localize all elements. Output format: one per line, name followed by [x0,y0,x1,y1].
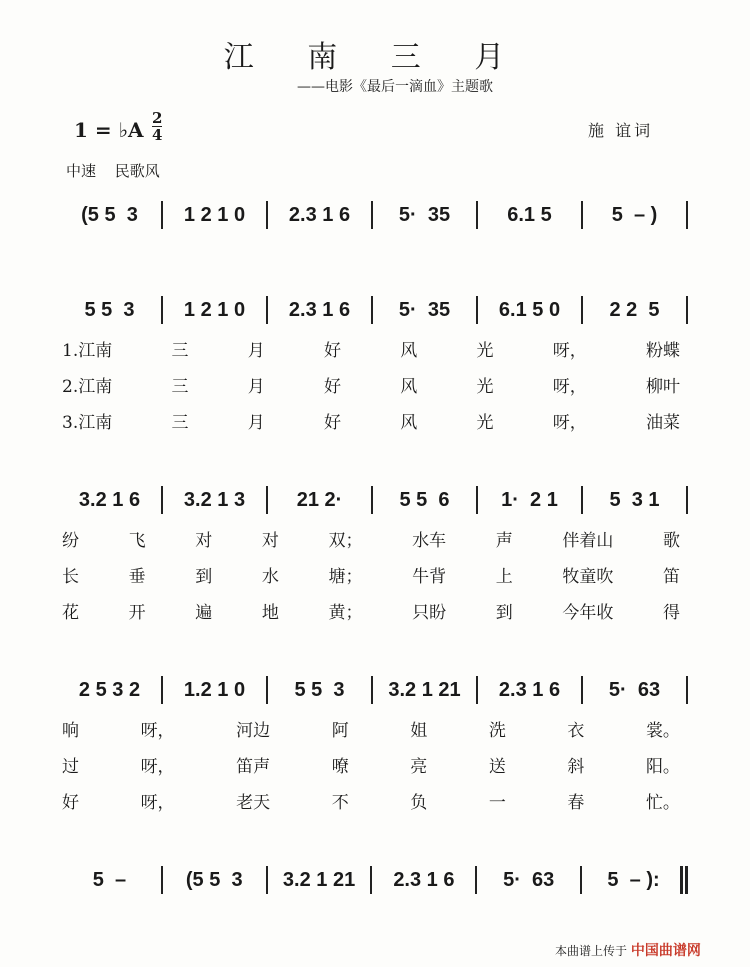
measure: 3.2 1 21 [282,868,356,891]
barline [686,676,688,704]
measure: 6.1 5 0 [498,298,561,321]
lyric-syllable: 上 [495,566,513,587]
lyric-syllable: 呀， [552,340,587,361]
lyric-syllable: 水 [261,566,279,587]
song-subtitle: ——电影《最后一滴血》主题歌 [297,79,493,95]
lyric-syllable: 风 [400,340,418,361]
measure: 1 2 1 0 [183,298,246,321]
lyric-line [58,520,688,556]
measure: 5 3 1 [609,488,660,511]
score-system [58,860,688,900]
lyric-syllable: 一 [488,792,506,813]
lyric-line [58,782,688,818]
lyric-syllable: 飞 [128,530,146,551]
measure: 5 – ): [607,868,660,891]
score-system [58,670,688,818]
lyric-syllable: 到 [495,602,513,623]
lyric-syllable: 三 [171,340,189,361]
lyricist: 施 谊词 [588,121,654,140]
lyric-line [58,710,688,746]
lyric-syllable: 牧童吹 [562,566,614,587]
measure: 6.1 5 [507,203,552,226]
lyric-syllable: 斜 [567,756,585,777]
lyric-syllable: 春 [567,792,585,813]
lyric-syllable: 裳。 [645,720,680,741]
lyric-syllable: 衣 [567,720,585,741]
score-system [58,480,688,628]
measure: (5 5 3 [81,203,138,226]
measure: 5 5 6 [399,488,450,511]
barline [686,201,688,229]
lyric-syllable: 好 [62,792,79,813]
lyric-syllable: 开 [128,602,146,623]
lyric-syllable: 声 [495,530,513,551]
measure: 1· 2 1 [501,488,558,511]
lyric-syllable: 不 [331,792,349,813]
measure: 2 2 5 [609,298,660,321]
lyric-line [58,746,688,782]
lyric-syllable: 2.江南 [62,376,113,397]
tempo-marking: 中速 民歌风 [66,162,160,180]
lyric-syllable: 得 [663,602,680,623]
lyric-syllable: 嘹 [331,756,349,777]
measure: 1.2 1 0 [183,678,246,701]
lyric-syllable: 笛 [663,566,680,587]
key-signature: 1 = ♭A [74,118,144,142]
notes-line [58,670,688,710]
time-top: 2 [152,109,163,127]
lyric-syllable: 粉蝶 [645,340,680,361]
lyric-syllable: 油菜 [645,412,680,433]
lyric-syllable: 遍 [195,602,213,623]
notes-line [58,195,688,235]
lyric-syllable: 好 [323,340,341,361]
lyric-line [58,592,688,628]
lyric-syllable: 对 [195,530,213,551]
lyric-syllable: 长 [62,566,79,587]
lyric-line [58,556,688,592]
lyric-syllable: 过 [62,756,79,777]
barline [685,866,688,894]
measure: 5· 63 [503,868,555,891]
lyric-line [58,366,688,402]
lyric-syllable: 光 [476,340,494,361]
lyric-syllable: 月 [247,376,265,397]
measure: 2 5 3 2 [78,678,141,701]
measure: 3.2 1 6 [78,488,141,511]
measure: 21 2· [296,488,343,511]
lyric-syllable: 水车 [412,530,447,551]
lyric-syllable: 风 [400,412,418,433]
lyric-syllable: 忙。 [645,792,680,813]
measure: 5 – [92,868,127,891]
lyric-syllable: 呀， [140,792,175,813]
lyric-syllable: 只盼 [412,602,447,623]
score-system [58,290,688,438]
lyric-syllable: 塘； [328,566,363,587]
score-system [58,195,688,235]
lyric-line [58,402,688,438]
measure: 2.3 1 6 [288,203,351,226]
lyric-syllable: 三 [171,412,189,433]
footer-text: 本曲谱上传于 [555,944,628,958]
measure: 5· 63 [608,678,661,701]
lyric-syllable: 双； [328,530,363,551]
lyric-syllable: 好 [323,376,341,397]
notes-line [58,290,688,330]
lyric-syllable: 呀， [552,412,587,433]
lyric-syllable: 亮 [410,756,428,777]
lyric-syllable: 牛背 [412,566,447,587]
lyric-syllable: 呀， [140,720,175,741]
measure: 2.3 1 6 [288,298,351,321]
lyric-syllable: 阿 [331,720,349,741]
lyric-syllable: 负 [410,792,428,813]
lyric-syllable: 笛声 [236,756,271,777]
lyric-syllable: 呀， [140,756,175,777]
lyric-syllable: 歌 [663,530,680,551]
lyric-line [58,330,688,366]
lyric-syllable: 1.江南 [62,340,113,361]
lyric-syllable: 姐 [410,720,428,741]
lyric-syllable: 花 [62,602,79,623]
notes-line [58,480,688,520]
lyric-syllable: 柳叶 [645,376,680,397]
lyric-syllable: 黄； [328,602,363,623]
lyric-syllable: 垂 [128,566,146,587]
measure: 3.2 1 3 [183,488,246,511]
lyric-syllable: 好 [323,412,341,433]
measure: 2.3 1 6 [393,868,455,891]
lyric-syllable: 纷 [62,530,79,551]
lyric-syllable: 河边 [236,720,271,741]
measure: (5 5 3 [185,868,243,891]
lyric-syllable: 阳。 [645,756,680,777]
site-logo: 中国曲谱网 [630,943,701,959]
lyric-syllable: 月 [247,340,265,361]
lyric-syllable: 老天 [236,792,271,813]
barline [686,296,688,324]
song-title: 江 南 三 月 [223,40,527,75]
lyric-syllable: 地 [261,602,279,623]
lyric-syllable: 送 [488,756,506,777]
lyric-syllable: 光 [476,412,494,433]
barline [686,486,688,514]
lyric-syllable: 3.江南 [62,412,113,433]
measure: 5· 35 [398,298,451,321]
measure: 2.3 1 6 [498,678,561,701]
lyric-syllable: 对 [261,530,279,551]
lyric-syllable: 洗 [488,720,506,741]
lyric-syllable: 三 [171,376,189,397]
lyric-syllable: 伴着山 [562,530,614,551]
lyric-syllable: 光 [476,376,494,397]
notes-line [58,860,688,900]
lyric-syllable: 到 [195,566,213,587]
measure: 5 5 3 [84,298,135,321]
measure: 5 5 3 [294,678,345,701]
lyric-syllable: 呀， [552,376,587,397]
measure: 3.2 1 21 [388,678,461,701]
lyric-syllable: 今年收 [562,602,614,623]
time-bottom: 4 [152,126,163,144]
lyric-syllable: 月 [247,412,265,433]
time-signature [152,110,162,143]
measure: 5· 35 [398,203,451,226]
measure: 1 2 1 0 [183,203,246,226]
measure: 5 – ) [611,203,658,226]
lyric-syllable: 响 [62,720,79,741]
footer [555,940,701,960]
lyric-syllable: 风 [400,376,418,397]
